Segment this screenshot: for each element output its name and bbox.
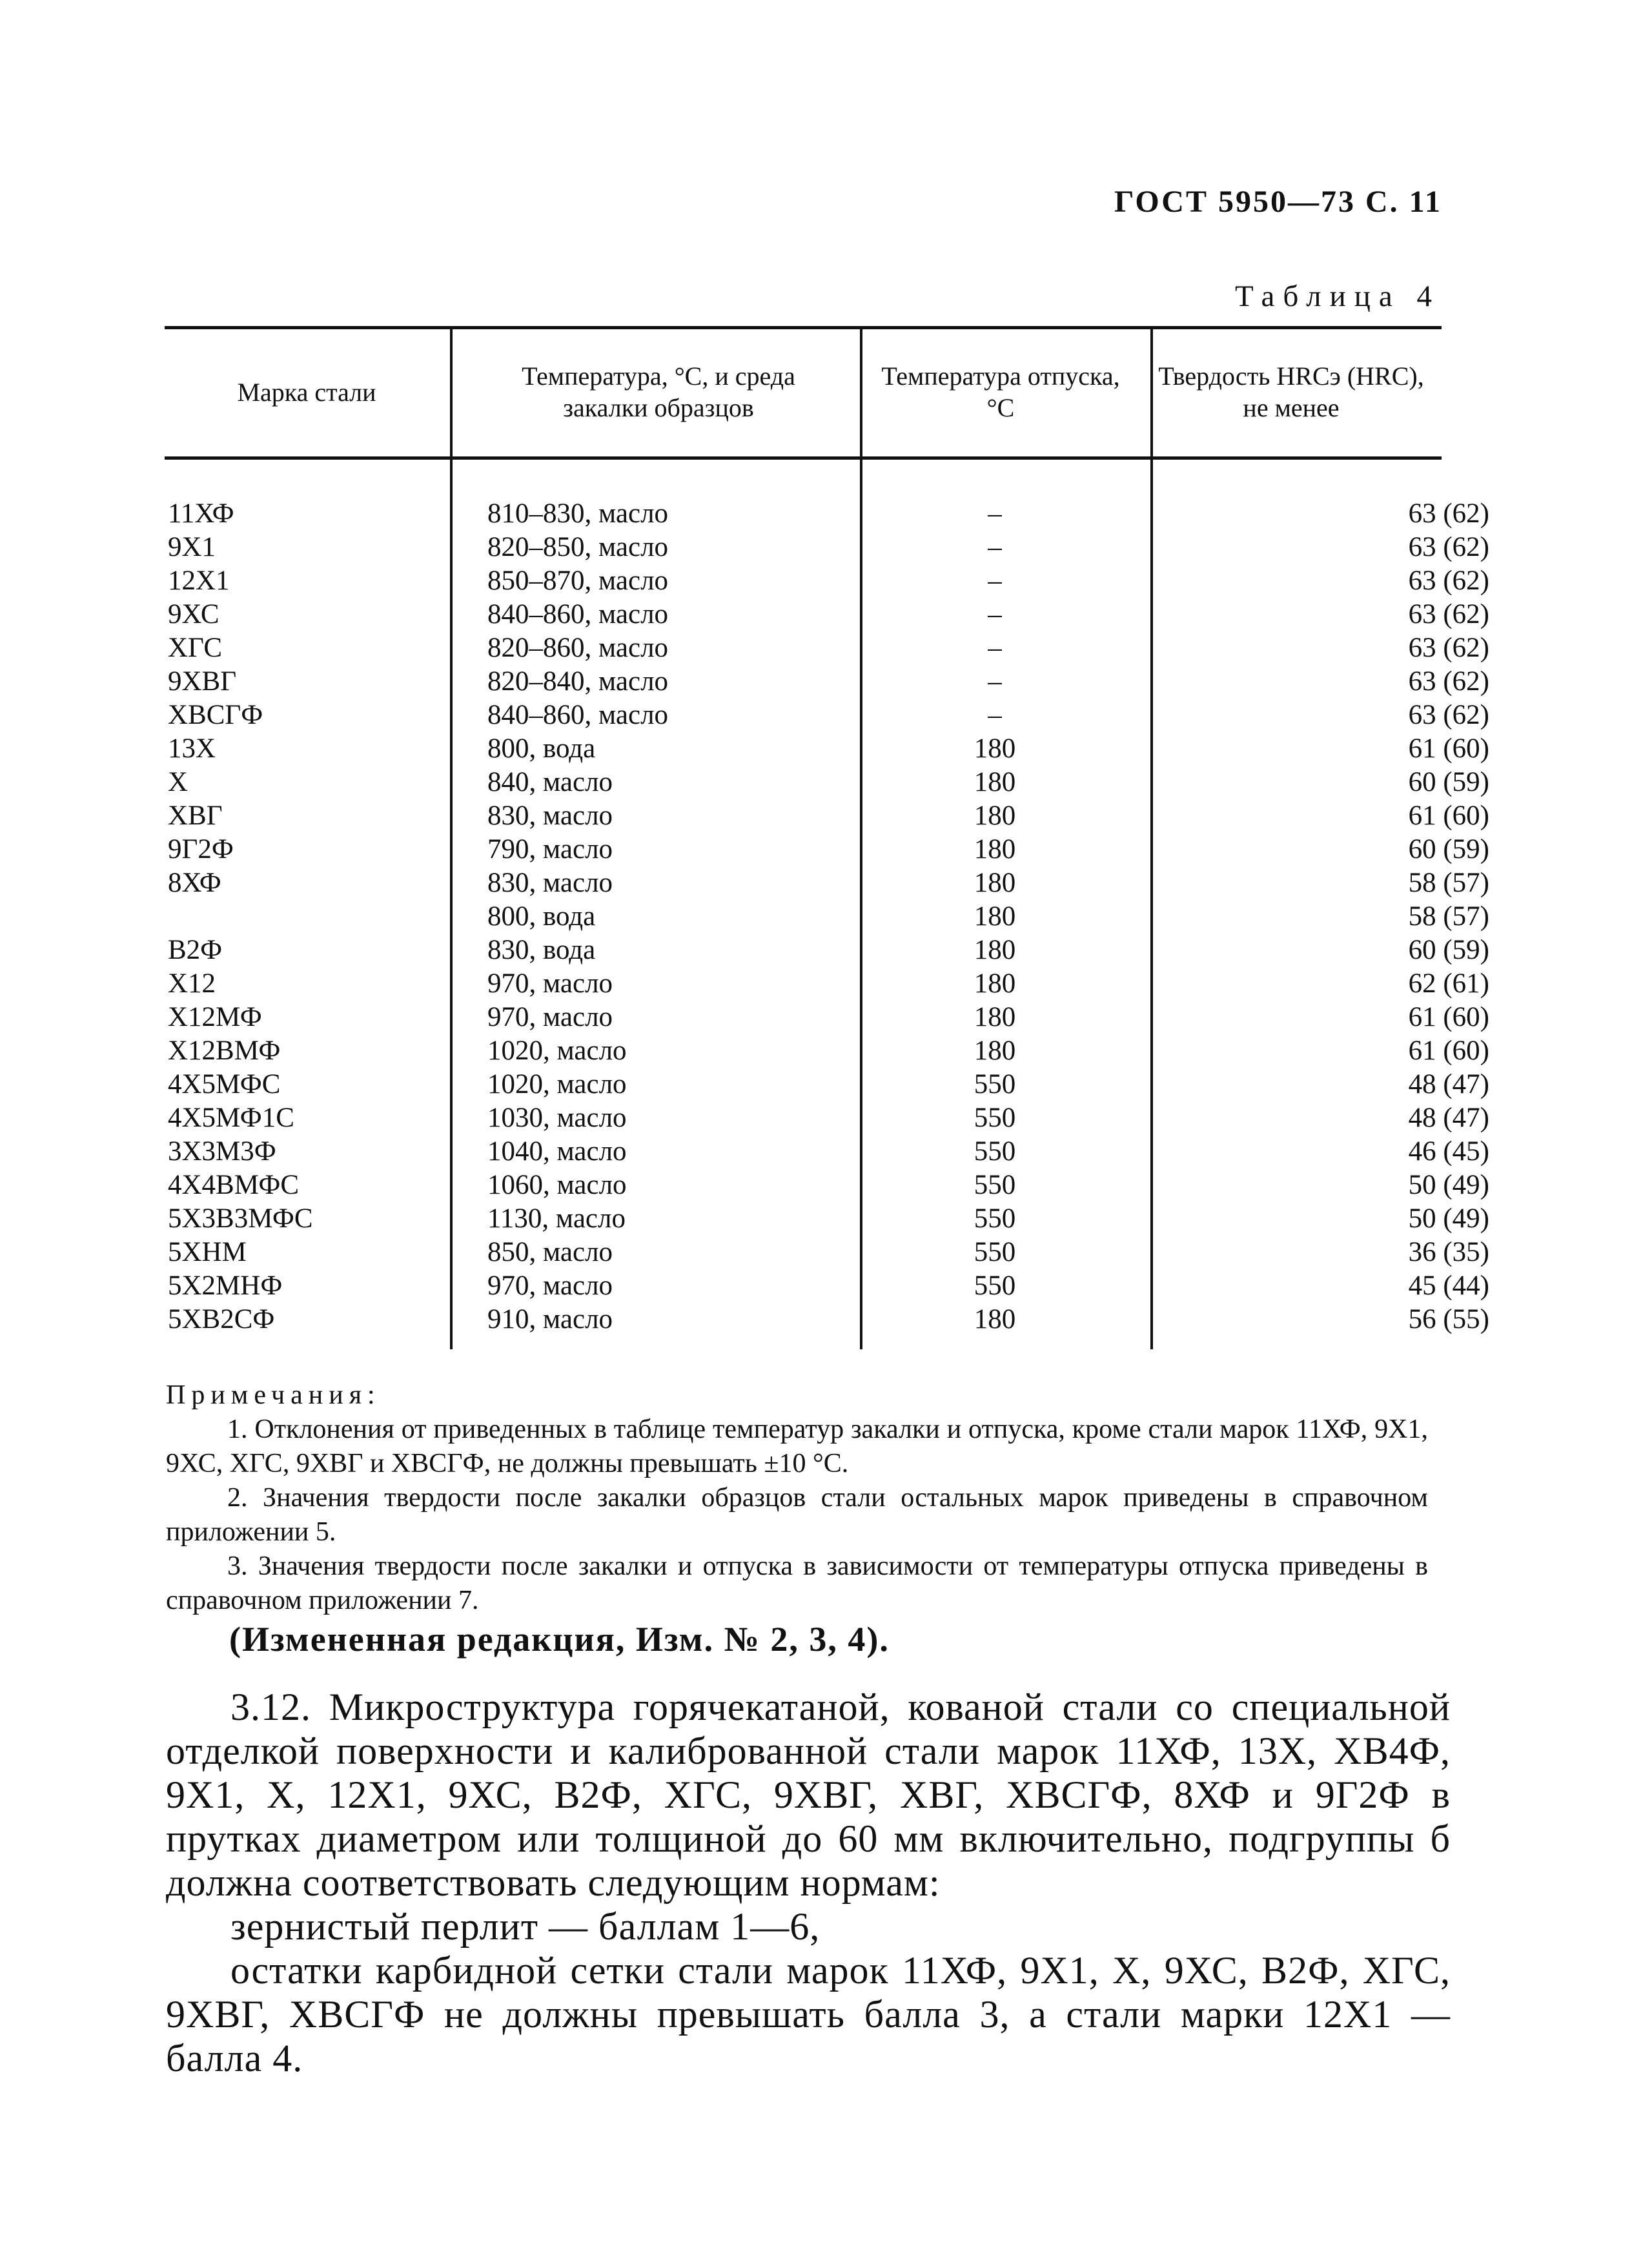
hardness-cell: 62 (61) (1408, 968, 1489, 999)
quench-cell: 830, вода (487, 935, 596, 965)
quench-cell: 840–860, масло (487, 700, 669, 730)
note-item: 3. Значения твердости после закалки и отпуска в зависимости от температуры отпуска приведены в справочном приложении 7. (166, 1551, 1428, 1615)
hardness-cell: 36 (35) (1408, 1237, 1489, 1267)
grade-cell: 9Х1 (168, 532, 216, 562)
quench-cell: 800, вода (487, 733, 596, 764)
grade-cell: Х (168, 767, 189, 797)
temper-cell: 550 (974, 1103, 1016, 1133)
temper-cell: 180 (974, 834, 1016, 864)
quench-cell: 970, масло (487, 968, 613, 999)
quench-cell: 820–840, масло (487, 666, 669, 697)
grade-cell: 4Х5МФ1С (168, 1103, 294, 1133)
quench-cell: 820–860, масло (487, 633, 669, 663)
grade-cell: Х12 (168, 968, 216, 999)
table-body (165, 497, 1489, 1336)
temper-cell: 180 (974, 1036, 1016, 1066)
table-row (165, 967, 1489, 1001)
quench-cell: 790, масло (487, 834, 613, 864)
hardness-cell: 63 (62) (1408, 666, 1489, 697)
quench-cell: 830, масло (487, 801, 613, 831)
hardness-cell: 60 (59) (1408, 767, 1489, 797)
temper-cell: 180 (974, 1002, 1016, 1032)
grade-cell: ХВСГФ (168, 700, 263, 730)
quench-cell: 970, масло (487, 1002, 613, 1032)
hardness-cell: 58 (57) (1408, 901, 1489, 932)
grade-cell: 11ХФ (168, 498, 234, 529)
hardness-cell: 56 (55) (1408, 1304, 1489, 1334)
temper-cell: – (988, 666, 1002, 697)
temper-cell: 180 (974, 968, 1016, 999)
grade-cell: 5ХНМ (168, 1237, 247, 1267)
quench-cell: 840–860, масло (487, 599, 669, 629)
table-row (165, 631, 1489, 665)
grade-cell: 9ХВГ (168, 666, 237, 697)
temper-cell: 180 (974, 868, 1016, 898)
notes-section (166, 1378, 1428, 1618)
table-row (165, 564, 1489, 598)
temper-cell: 550 (974, 1136, 1016, 1167)
table-row (165, 1169, 1489, 1202)
grade-cell: 13Х (168, 733, 216, 764)
temper-cell: 550 (974, 1069, 1016, 1099)
table-row (165, 1101, 1489, 1135)
grade-cell: 9Г2Ф (168, 834, 234, 864)
grade-cell: 12Х1 (168, 566, 230, 596)
quench-cell: 810–830, масло (487, 498, 669, 529)
quench-cell: 1020, масло (487, 1069, 627, 1099)
hardness-cell: 45 (44) (1408, 1271, 1489, 1301)
temper-cell: – (988, 599, 1002, 629)
table-row (165, 497, 1489, 531)
header-quench: Температура, °С, и среда закалки образцов (522, 362, 795, 422)
table-row (165, 1303, 1489, 1336)
hardness-cell: 63 (62) (1408, 700, 1489, 730)
table-row (165, 1068, 1489, 1101)
quench-cell: 1030, масло (487, 1103, 627, 1133)
table-row (165, 766, 1489, 799)
quench-cell: 1040, масло (487, 1136, 627, 1167)
grade-cell: 8ХФ (168, 868, 221, 898)
hardness-cell: 48 (47) (1408, 1069, 1489, 1099)
quench-cell: 1020, масло (487, 1036, 627, 1066)
clause-paragraph: 3.12. Микроструктура горячекатаной, кованой стали со специальной отделкой поверхности и калиброванной стали марок 11ХФ, 13Х, ХВ4Ф, 9Х1, Х, 12Х1, 9ХС, В2Ф, ХГС, 9ХВГ, ХВГ, ХВСГФ, 8ХФ и 9Г2Ф в прутках диаметром или толщиной до 60 мм включительно, подгруппы б должна соответствовать следующим нормам: (166, 1686, 1451, 1904)
grade-cell: ХГС (168, 633, 223, 663)
quench-cell: 1060, масло (487, 1170, 627, 1200)
temper-cell: – (988, 532, 1002, 562)
hardness-cell: 60 (59) (1408, 935, 1489, 965)
notes-title: Примечания: (166, 1380, 381, 1410)
hardness-cell: 63 (62) (1408, 532, 1489, 562)
grade-cell: Х12МФ (168, 1002, 262, 1032)
hardness-cell: 60 (59) (1408, 834, 1489, 864)
temper-cell: 180 (974, 935, 1016, 965)
table-row (165, 699, 1489, 732)
hardness-cell: 50 (49) (1408, 1203, 1489, 1234)
table-row (165, 900, 1489, 934)
grade-cell: 3Х3М3Ф (168, 1136, 276, 1167)
clause-paragraph: зернистый перлит — баллам 1—6, (230, 1905, 821, 1948)
hardness-cell: 61 (60) (1408, 801, 1489, 831)
quench-cell: 840, масло (487, 767, 613, 797)
temper-cell: 550 (974, 1203, 1016, 1234)
table-row (165, 1001, 1489, 1034)
quench-cell: 830, масло (487, 868, 613, 898)
edition-note: (Измененная редакция, Изм. № 2, 3, 4). (229, 1620, 890, 1659)
table-row (165, 665, 1489, 699)
temper-cell: – (988, 498, 1002, 529)
grade-cell: 5Х3В3МФС (168, 1203, 313, 1234)
grade-cell: 9ХС (168, 599, 219, 629)
grade-cell: 4Х5МФС (168, 1069, 281, 1099)
table-row (165, 833, 1489, 866)
note-item: 1. Отклонения от приведенных в таблице температур закалки и отпуска, кроме стали марок 11ХФ, 9Х1, 9ХС, ХГС, 9ХВГ и ХВСГФ, не должны превышать ±10 °С. (166, 1415, 1428, 1478)
clause-paragraph: остатки карбидной сетки стали марок 11ХФ, 9Х1, Х, 9ХС, В2Ф, ХГС, 9ХВГ, ХВСГФ не должны превышать балла 3, а стали марки 12Х1 — балла 4. (166, 1949, 1451, 2079)
temper-cell: 550 (974, 1170, 1016, 1200)
header-hardness: Твердость HRCэ (HRC), не менее (1158, 362, 1424, 422)
table-row (165, 732, 1489, 766)
table-row (165, 1202, 1489, 1236)
clause-text (166, 1685, 1451, 2080)
temper-cell: – (988, 566, 1002, 596)
hardness-cell: 48 (47) (1408, 1103, 1489, 1133)
hardness-cell: 63 (62) (1408, 566, 1489, 596)
temper-cell: 550 (974, 1237, 1016, 1267)
header-temper: Температура отпуска, °С (881, 362, 1120, 422)
note-item: 2. Значения твердости после закалки образцов стали остальных марок приведены в справочном приложении 5. (166, 1483, 1428, 1547)
table-row (165, 531, 1489, 564)
temper-cell: 180 (974, 901, 1016, 932)
hardness-cell: 61 (60) (1408, 1002, 1489, 1032)
table-row (165, 1236, 1489, 1269)
hardness-cell: 58 (57) (1408, 868, 1489, 898)
temper-cell: 180 (974, 801, 1016, 831)
page-header: ГОСТ 5950—73 С. 11 (1114, 185, 1442, 219)
hardness-cell: 63 (62) (1408, 498, 1489, 529)
table-row (165, 799, 1489, 833)
quench-cell: 1130, масло (487, 1203, 626, 1234)
table-row (165, 934, 1489, 967)
temper-cell: 550 (974, 1271, 1016, 1301)
table-top-rule (165, 326, 1442, 329)
grade-cell: 5ХВ2СФ (168, 1304, 275, 1334)
table-row (165, 598, 1489, 631)
grade-cell: Х12ВМФ (168, 1036, 281, 1066)
temper-cell: – (988, 633, 1002, 663)
grade-cell: ХВГ (168, 801, 223, 831)
hardness-cell: 46 (45) (1408, 1136, 1489, 1167)
hardness-cell: 63 (62) (1408, 599, 1489, 629)
grade-cell: 5Х2МНФ (168, 1271, 283, 1301)
hardness-cell: 61 (60) (1408, 733, 1489, 764)
quench-cell: 850, масло (487, 1237, 613, 1267)
grade-cell: 4Х4ВМФС (168, 1170, 300, 1200)
hardness-cell: 61 (60) (1408, 1036, 1489, 1066)
temper-cell: 180 (974, 1304, 1016, 1334)
temper-cell: – (988, 700, 1002, 730)
quench-cell: 910, масло (487, 1304, 613, 1334)
table-header-rule (165, 456, 1442, 460)
header-grade: Марка стали (237, 377, 376, 407)
quench-cell: 850–870, масло (487, 566, 669, 596)
hardness-cell: 63 (62) (1408, 633, 1489, 663)
temper-cell: 180 (974, 767, 1016, 797)
table-row (165, 1034, 1489, 1068)
quench-cell: 820–850, масло (487, 532, 669, 562)
quench-cell: 970, масло (487, 1271, 613, 1301)
grade-cell: В2Ф (168, 935, 223, 965)
table-row (165, 866, 1489, 900)
hardness-cell: 50 (49) (1408, 1170, 1489, 1200)
table-row (165, 1135, 1489, 1169)
quench-cell: 800, вода (487, 901, 596, 932)
temper-cell: 180 (974, 733, 1016, 764)
table-row (165, 1269, 1489, 1303)
table-caption: Таблица 4 (1234, 280, 1440, 313)
